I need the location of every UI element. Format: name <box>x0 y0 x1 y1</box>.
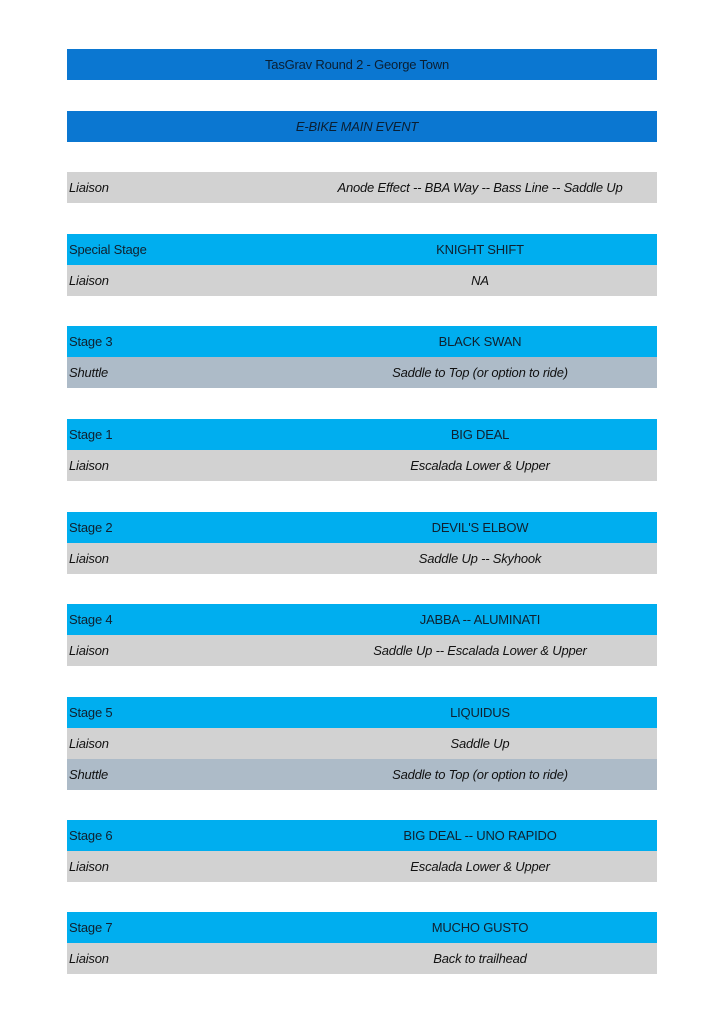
row-value: LIQUIDUS <box>450 705 510 720</box>
stage-row <box>67 234 657 265</box>
row-label: Liaison <box>69 180 109 195</box>
row-value: MUCHO GUSTO <box>431 920 529 935</box>
row-label: Stage 2 <box>69 520 113 535</box>
row-label: Liaison <box>69 951 109 966</box>
row-label: Liaison <box>69 736 109 751</box>
stage-row <box>67 912 657 943</box>
liaison-row <box>67 851 657 882</box>
row-value: Escalada Lower & Upper <box>410 859 550 874</box>
row-label: Liaison <box>69 551 109 566</box>
row-label: Stage 4 <box>69 612 113 627</box>
row-value: Saddle to Top (or option to ride) <box>392 767 568 782</box>
stage-row <box>67 697 657 728</box>
event-title-bar <box>67 111 657 142</box>
row-label: Stage 7 <box>69 920 113 935</box>
row-label: Liaison <box>69 643 109 658</box>
row-label: Shuttle <box>69 365 109 380</box>
row-label: Liaison <box>69 273 109 288</box>
row-label: Special Stage <box>69 242 147 257</box>
row-value: NA <box>471 273 489 288</box>
row-label: Liaison <box>69 458 109 473</box>
intro-liaison-row <box>67 172 657 203</box>
row-value: Saddle to Top (or option to ride) <box>392 365 568 380</box>
row-value: Anode Effect -- BBA Way -- Bass Line -- Saddle Up <box>337 180 623 195</box>
event-title: E-BIKE MAIN EVENT <box>295 119 419 134</box>
row-value: BIG DEAL <box>450 427 510 442</box>
page-title: TasGrav Round 2 - George Town <box>264 57 449 72</box>
row-value: Saddle Up <box>450 736 510 751</box>
row-value: Escalada Lower & Upper <box>410 458 550 473</box>
row-value: DEVIL'S ELBOW <box>431 520 529 535</box>
row-value: Back to trailhead <box>433 951 527 966</box>
row-value: JABBA -- ALUMINATI <box>419 612 541 627</box>
row-value: BLACK SWAN <box>438 334 522 349</box>
liaison-row <box>67 728 657 759</box>
row-label: Stage 5 <box>69 705 113 720</box>
stage-row <box>67 419 657 450</box>
row-label: Shuttle <box>69 767 109 782</box>
liaison-row <box>67 265 657 296</box>
row-value: Saddle Up -- Escalada Lower & Upper <box>373 643 587 658</box>
liaison-row <box>67 635 657 666</box>
row-value: Saddle Up -- Skyhook <box>418 551 542 566</box>
liaison-row <box>67 943 657 974</box>
stage-row <box>67 512 657 543</box>
stage-row <box>67 326 657 357</box>
row-label: Stage 3 <box>69 334 113 349</box>
liaison-row <box>67 543 657 574</box>
shuttle-row <box>67 759 657 790</box>
stage-row <box>67 820 657 851</box>
shuttle-row <box>67 357 657 388</box>
row-label: Stage 6 <box>69 828 113 843</box>
row-label: Liaison <box>69 859 109 874</box>
row-value: BIG DEAL -- UNO RAPIDO <box>403 828 557 843</box>
row-value: KNIGHT SHIFT <box>436 242 524 257</box>
liaison-row <box>67 450 657 481</box>
page-title-bar <box>67 49 657 80</box>
stage-row <box>67 604 657 635</box>
row-label: Stage 1 <box>69 427 113 442</box>
